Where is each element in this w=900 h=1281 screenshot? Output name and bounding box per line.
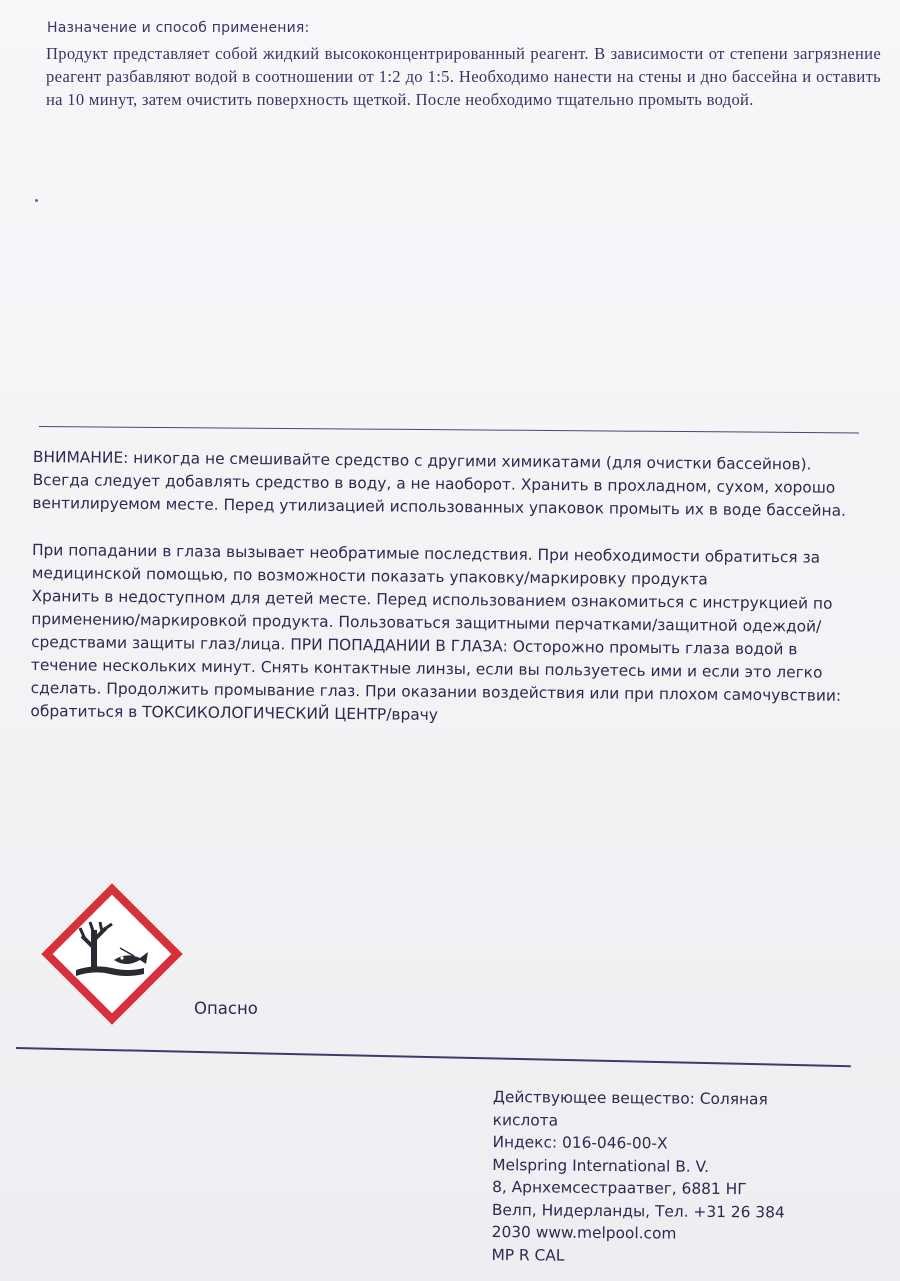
warning-section <box>30 446 848 731</box>
usage-heading: Назначение и способ применения: <box>47 20 310 36</box>
product-code: MP R CAL <box>491 1245 565 1265</box>
environment-hazard-icon <box>36 878 188 1030</box>
section-divider <box>39 426 859 433</box>
address-line: 8, Арнхемсестраатвег, 6881 НГ <box>492 1177 747 1199</box>
section-divider-bottom <box>16 1047 851 1067</box>
city-phone-line: Велп, Нидерланды, Тел. +31 26 384 <box>491 1200 785 1222</box>
active-substance-line-2: кислота <box>492 1110 559 1130</box>
producer-info <box>491 1086 838 1269</box>
index-line: Индекс: 016-046-00-X <box>492 1132 668 1153</box>
eyes-first-aid-paragraph: При попадании в глаза вызывает необратимые последствия. При необходимости обратиться за медицинской помощью, по возможности показать упаковку/маркировку продукта <box>31 540 821 589</box>
website-line: 2030 www.melpool.com <box>491 1222 677 1243</box>
precautions-paragraph: Хранить в недоступном для детей месте. Перед использованием ознакомиться с инструкцией по применению/маркировкой продукта. Пользоваться защитными перчатками/защитной одеждой/средствами защиты глаз/лица. ПРИ ПОПАДАНИИ В ГЛАЗА: Осторожно промыть глаза водой в течение нескольких минут. Снять контактные линзы, если вы пользуетесь ими и если это легко сделать. Продолжить промывание глаз. При оказании воздействия или при плохом самочувствии: обратиться в ТОКСИКОЛОГИЧЕСКИЙ ЦЕНТР/врачу <box>30 586 842 724</box>
print-speck <box>35 199 38 202</box>
hazard-pictogram <box>36 878 188 1030</box>
signal-word: Опасно <box>194 999 258 1018</box>
usage-instructions: Продукт представляет собой жидкий высококонцентрированный реагент. В зависимости от степени загрязнение реагент разбавляют водой в соотношении от 1:2 до 1:5. Необходимо нанести на стены и дно бассейна и оставить на 10 минут, затем очистить поверхность щеткой. После необходимо тщательно промыть водой. <box>46 44 881 109</box>
active-substance-line: Действующее вещество: Соляная <box>492 1087 768 1109</box>
attention-paragraph: ВНИМАНИЕ: никогда не смешивайте средство с другими химикатами (для очистки бассейнов). Всегда следует добавлять средство в воду, а не наоборот. Хранить в прохладном, сухом, хорошо вентилируемом месте. Перед утилизацией использованных упаковок промыть их в воде бассейна. <box>32 447 847 520</box>
company-name: Melspring International B. V. <box>492 1155 710 1176</box>
